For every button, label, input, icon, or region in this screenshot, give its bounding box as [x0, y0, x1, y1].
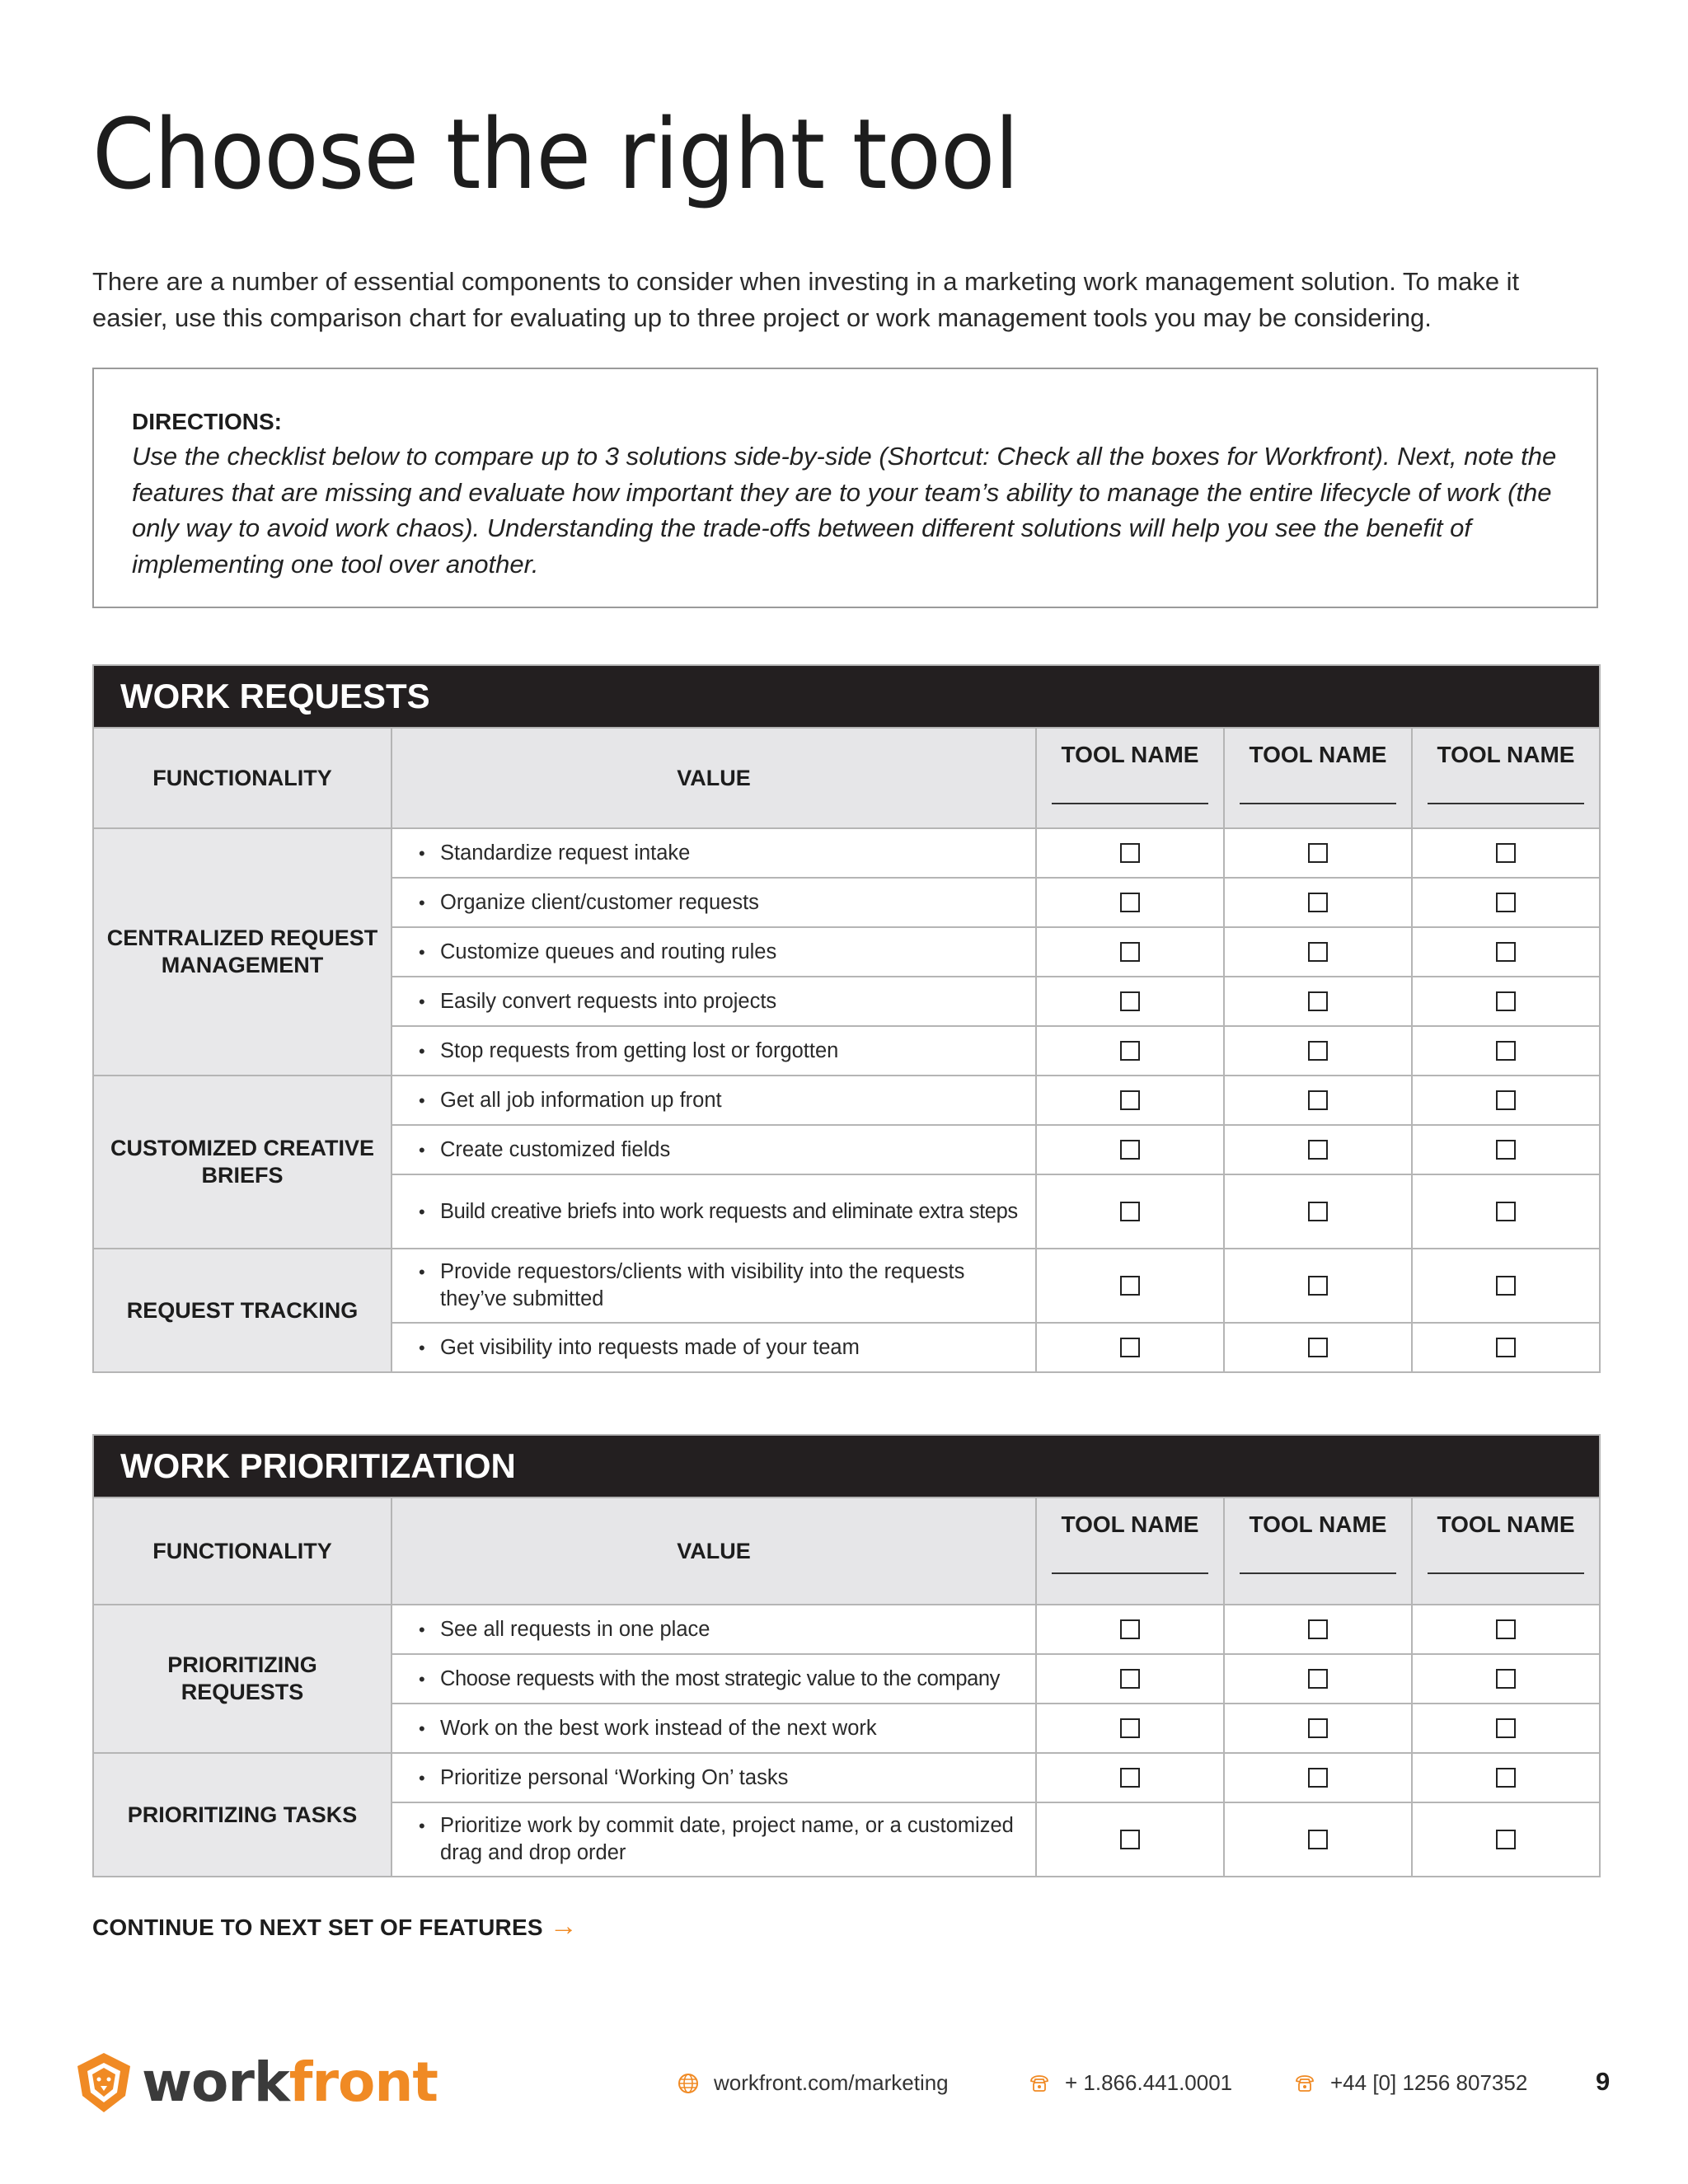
tool-1-checkbox-cell	[1036, 1654, 1224, 1704]
tool-1-checkbox-cell	[1036, 1249, 1224, 1323]
bullet-icon: •	[419, 1767, 425, 1788]
value-cell	[392, 977, 1036, 1026]
tool-name-blank[interactable]	[1428, 803, 1584, 804]
tool-name-label: TOOL NAME	[1249, 742, 1387, 767]
checkbox[interactable]	[1120, 1276, 1140, 1296]
bullet-icon: •	[419, 1262, 425, 1282]
functionality-cell: PRIORITIZING TASKS	[93, 1753, 392, 1877]
tool-name-blank[interactable]	[1240, 803, 1396, 804]
bullet-icon: •	[419, 1816, 425, 1836]
tool-name-label: TOOL NAME	[1061, 742, 1199, 767]
intro-paragraph: There are a number of essential components to consider when investing in a marketing work management solution. To make it easier, use this comparison chart for evaluating up to three project or work management tools you may be considering.	[92, 267, 1520, 332]
checkbox[interactable]	[1120, 1768, 1140, 1788]
value-text: Choose requests with the most strategic value to the company	[440, 1666, 1001, 1690]
checkbox[interactable]	[1120, 1619, 1140, 1639]
tool-2-checkbox-cell	[1224, 1605, 1412, 1654]
checkbox[interactable]	[1120, 1338, 1140, 1357]
section-heading-work-prioritization: WORK PRIORITIZATION	[93, 1435, 1600, 1497]
tool-1-checkbox-cell	[1036, 878, 1224, 927]
value-text: Get all job information up front	[440, 1088, 722, 1112]
checkbox[interactable]	[1120, 1140, 1140, 1160]
checkbox[interactable]	[1308, 1140, 1328, 1160]
tool-name-label: TOOL NAME	[1437, 1511, 1575, 1537]
checkbox[interactable]	[1120, 991, 1140, 1011]
tool-1-checkbox-cell	[1036, 1076, 1224, 1125]
tool-2-checkbox-cell	[1224, 1323, 1412, 1372]
tool-3-checkbox-cell	[1412, 1076, 1600, 1125]
value-cell	[392, 1605, 1036, 1654]
column-header-tool-3	[1412, 1497, 1600, 1605]
page-title: Choose the right tool	[92, 97, 1019, 211]
tool-name-label: TOOL NAME	[1437, 742, 1575, 767]
checkbox[interactable]	[1496, 1276, 1516, 1296]
value-text: Standardize request intake	[440, 841, 691, 865]
value-cell	[392, 1802, 1036, 1877]
column-header-tool-1	[1036, 1497, 1224, 1605]
tool-name-blank[interactable]	[1052, 803, 1208, 804]
globe-icon	[678, 2073, 699, 2094]
checkbox[interactable]	[1496, 1140, 1516, 1160]
bullet-icon: •	[419, 941, 425, 963]
directions-heading: DIRECTIONS:	[132, 409, 282, 434]
value-cell	[392, 1323, 1036, 1372]
tool-3-checkbox-cell	[1412, 1605, 1600, 1654]
checkbox[interactable]	[1496, 1619, 1516, 1639]
tool-1-checkbox-cell	[1036, 927, 1224, 977]
value-text: Stop requests from getting lost or forgotten	[440, 1038, 839, 1062]
bullet-icon: •	[419, 1040, 425, 1062]
tool-3-checkbox-cell	[1412, 1125, 1600, 1174]
value-cell	[392, 1125, 1036, 1174]
tool-name-blank[interactable]	[1428, 1572, 1584, 1574]
tool-3-checkbox-cell	[1412, 1323, 1600, 1372]
tool-1-checkbox-cell	[1036, 828, 1224, 878]
column-header-tool-2	[1224, 1497, 1412, 1605]
footer-website[interactable]	[678, 2070, 949, 2096]
value-cell	[392, 1704, 1036, 1753]
checkbox[interactable]	[1120, 1830, 1140, 1849]
table-row	[93, 1249, 1600, 1323]
tool-2-checkbox-cell	[1224, 1704, 1412, 1753]
checkbox[interactable]	[1496, 1041, 1516, 1061]
checkbox[interactable]	[1308, 1718, 1328, 1738]
table-row	[93, 1076, 1600, 1125]
logo-wordmark: workfront	[142, 2050, 438, 2114]
tool-name-label: TOOL NAME	[1061, 1511, 1199, 1537]
value-text: Customize queues and routing rules	[440, 940, 777, 963]
checkbox[interactable]	[1496, 991, 1516, 1011]
bullet-icon: •	[419, 1201, 425, 1222]
tool-3-checkbox-cell	[1412, 878, 1600, 927]
directions-box	[92, 368, 1598, 608]
tool-1-checkbox-cell	[1036, 1026, 1224, 1076]
table-row	[93, 828, 1600, 878]
checkbox[interactable]	[1308, 1338, 1328, 1357]
value-cell	[392, 1654, 1036, 1704]
table-row	[93, 1753, 1600, 1802]
tool-3-checkbox-cell	[1412, 927, 1600, 977]
tool-name-blank[interactable]	[1240, 1572, 1396, 1574]
bullet-icon: •	[419, 1668, 425, 1690]
checkbox[interactable]	[1308, 843, 1328, 863]
tool-2-checkbox-cell	[1224, 1249, 1412, 1323]
tool-name-label: TOOL NAME	[1249, 1511, 1387, 1537]
work-prioritization-table	[92, 1434, 1601, 1877]
checkbox[interactable]	[1308, 1619, 1328, 1639]
functionality-cell: PRIORITIZING REQUESTS	[93, 1605, 392, 1753]
bullet-icon: •	[419, 1337, 425, 1358]
tool-1-checkbox-cell	[1036, 977, 1224, 1026]
checkbox[interactable]	[1120, 1202, 1140, 1221]
checkbox[interactable]	[1496, 1669, 1516, 1689]
column-header-functionality: FUNCTIONALITY	[93, 728, 392, 828]
checkbox[interactable]	[1308, 1276, 1328, 1296]
value-cell	[392, 1174, 1036, 1249]
checkbox[interactable]	[1308, 942, 1328, 962]
column-header-tool-2	[1224, 728, 1412, 828]
workfront-logo	[73, 2050, 438, 2114]
checkbox[interactable]	[1120, 1090, 1140, 1110]
checkbox[interactable]	[1496, 1718, 1516, 1738]
table-row	[93, 1605, 1600, 1654]
value-text: Prioritize personal ‘Working On’ tasks	[440, 1765, 789, 1789]
tool-2-checkbox-cell	[1224, 1125, 1412, 1174]
tool-1-checkbox-cell	[1036, 1323, 1224, 1372]
value-cell	[392, 878, 1036, 927]
phone-us-text: + 1.866.441.0001	[1065, 2070, 1233, 2095]
directions-body: Use the checklist below to compare up to 3 solutions side-by-side (Shortcut: Check all the boxes for Workfront). Next, note the features that are missing and evaluate how important they are to your team’s ability to manage the entire lifecycle of work (the only way to avoid work chaos). Understanding the trade-offs between different solutions will help you see the benefit of implementing one tool over another.	[132, 442, 1557, 579]
tool-2-checkbox-cell	[1224, 1026, 1412, 1076]
checkbox[interactable]	[1120, 1669, 1140, 1689]
tool-1-checkbox-cell	[1036, 1125, 1224, 1174]
tool-1-checkbox-cell	[1036, 1605, 1224, 1654]
tool-1-checkbox-cell	[1036, 1174, 1224, 1249]
tool-2-checkbox-cell	[1224, 1753, 1412, 1802]
checkbox[interactable]	[1496, 1202, 1516, 1221]
tool-2-checkbox-cell	[1224, 878, 1412, 927]
value-text: Organize client/customer requests	[440, 890, 759, 914]
tool-3-checkbox-cell	[1412, 1249, 1600, 1323]
checkbox[interactable]	[1308, 991, 1328, 1011]
work-requests-table	[92, 664, 1601, 1373]
bullet-icon: •	[419, 1139, 425, 1160]
value-text: See all requests in one place	[440, 1617, 710, 1641]
checkbox[interactable]	[1308, 1202, 1328, 1221]
bullet-icon: •	[419, 892, 425, 913]
continue-link[interactable]	[92, 1910, 578, 1943]
website-text: workfront.com/marketing	[714, 2070, 949, 2095]
tool-3-checkbox-cell	[1412, 1704, 1600, 1753]
value-text: Easily convert requests into projects	[440, 989, 777, 1013]
phone-icon	[1294, 2073, 1315, 2094]
checkbox[interactable]	[1496, 1830, 1516, 1849]
tool-2-checkbox-cell	[1224, 1802, 1412, 1877]
column-header-tool-1	[1036, 728, 1224, 828]
tool-2-checkbox-cell	[1224, 977, 1412, 1026]
continue-label: CONTINUE TO NEXT SET OF FEATURES	[92, 1915, 543, 1940]
footer-phone-us[interactable]	[1029, 2070, 1232, 2096]
functionality-cell: CENTRALIZED REQUEST MANAGEMENT	[93, 828, 392, 1076]
checkbox[interactable]	[1496, 843, 1516, 863]
bullet-icon: •	[419, 991, 425, 1012]
checkbox[interactable]	[1120, 1718, 1140, 1738]
lion-logo-icon	[73, 2051, 135, 2114]
phone-uk-text: +44 [0] 1256 807352	[1330, 2070, 1528, 2095]
bullet-icon: •	[419, 842, 425, 864]
bullet-icon: •	[419, 1619, 425, 1640]
value-text: Get visibility into requests made of your team	[440, 1335, 860, 1359]
checkbox[interactable]	[1308, 1830, 1328, 1849]
checkbox[interactable]	[1120, 843, 1140, 863]
tool-3-checkbox-cell	[1412, 1654, 1600, 1704]
tool-1-checkbox-cell	[1036, 1802, 1224, 1877]
tool-3-checkbox-cell	[1412, 1174, 1600, 1249]
column-header-value: VALUE	[392, 1497, 1036, 1605]
checkbox[interactable]	[1308, 893, 1328, 912]
checkbox[interactable]	[1120, 1041, 1140, 1061]
checkbox[interactable]	[1496, 1090, 1516, 1110]
checkbox[interactable]	[1496, 1768, 1516, 1788]
value-text: Provide requestors/clients with visibility into the requests they’ve submitted	[440, 1260, 965, 1310]
bullet-icon: •	[419, 1718, 425, 1739]
checkbox[interactable]	[1496, 1338, 1516, 1357]
functionality-cell: REQUEST TRACKING	[93, 1249, 392, 1372]
column-header-functionality: FUNCTIONALITY	[93, 1497, 392, 1605]
arrow-right-icon: →	[549, 1910, 578, 1942]
checkbox[interactable]	[1120, 942, 1140, 962]
checkbox[interactable]	[1308, 1768, 1328, 1788]
phone-icon	[1029, 2073, 1050, 2094]
checkbox[interactable]	[1496, 942, 1516, 962]
column-header-value: VALUE	[392, 728, 1036, 828]
value-text: Build creative briefs into work requests and eliminate extra steps	[440, 1199, 1018, 1223]
tool-2-checkbox-cell	[1224, 1174, 1412, 1249]
value-cell	[392, 1026, 1036, 1076]
footer-phone-uk[interactable]	[1294, 2070, 1527, 2096]
functionality-cell: CUSTOMIZED CREATIVE BRIEFS	[93, 1076, 392, 1249]
column-header-tool-3	[1412, 728, 1600, 828]
tool-3-checkbox-cell	[1412, 1026, 1600, 1076]
value-cell	[392, 1753, 1036, 1802]
tool-3-checkbox-cell	[1412, 977, 1600, 1026]
bullet-icon: •	[419, 1090, 425, 1111]
checkbox[interactable]	[1308, 1090, 1328, 1110]
value-text: Prioritize work by commit date, project name, or a customized drag and drop order	[440, 1814, 1014, 1864]
checkbox[interactable]	[1308, 1041, 1328, 1061]
value-text: Work on the best work instead of the next work	[440, 1716, 877, 1740]
tool-3-checkbox-cell	[1412, 1753, 1600, 1802]
value-cell	[392, 927, 1036, 977]
tool-1-checkbox-cell	[1036, 1753, 1224, 1802]
checkbox[interactable]	[1308, 1669, 1328, 1689]
tool-1-checkbox-cell	[1036, 1704, 1224, 1753]
value-text: Create customized fields	[440, 1137, 671, 1161]
tool-2-checkbox-cell	[1224, 1076, 1412, 1125]
tool-3-checkbox-cell	[1412, 1802, 1600, 1877]
section-heading-work-requests: WORK REQUESTS	[93, 665, 1600, 728]
tool-2-checkbox-cell	[1224, 927, 1412, 977]
checkbox[interactable]	[1496, 893, 1516, 912]
tool-name-blank[interactable]	[1052, 1572, 1208, 1574]
tool-2-checkbox-cell	[1224, 828, 1412, 878]
value-cell	[392, 1076, 1036, 1125]
tool-2-checkbox-cell	[1224, 1654, 1412, 1704]
page-number: 9	[1596, 2067, 1611, 2096]
value-cell	[392, 1249, 1036, 1323]
value-cell	[392, 828, 1036, 878]
checkbox[interactable]	[1120, 893, 1140, 912]
tool-3-checkbox-cell	[1412, 828, 1600, 878]
